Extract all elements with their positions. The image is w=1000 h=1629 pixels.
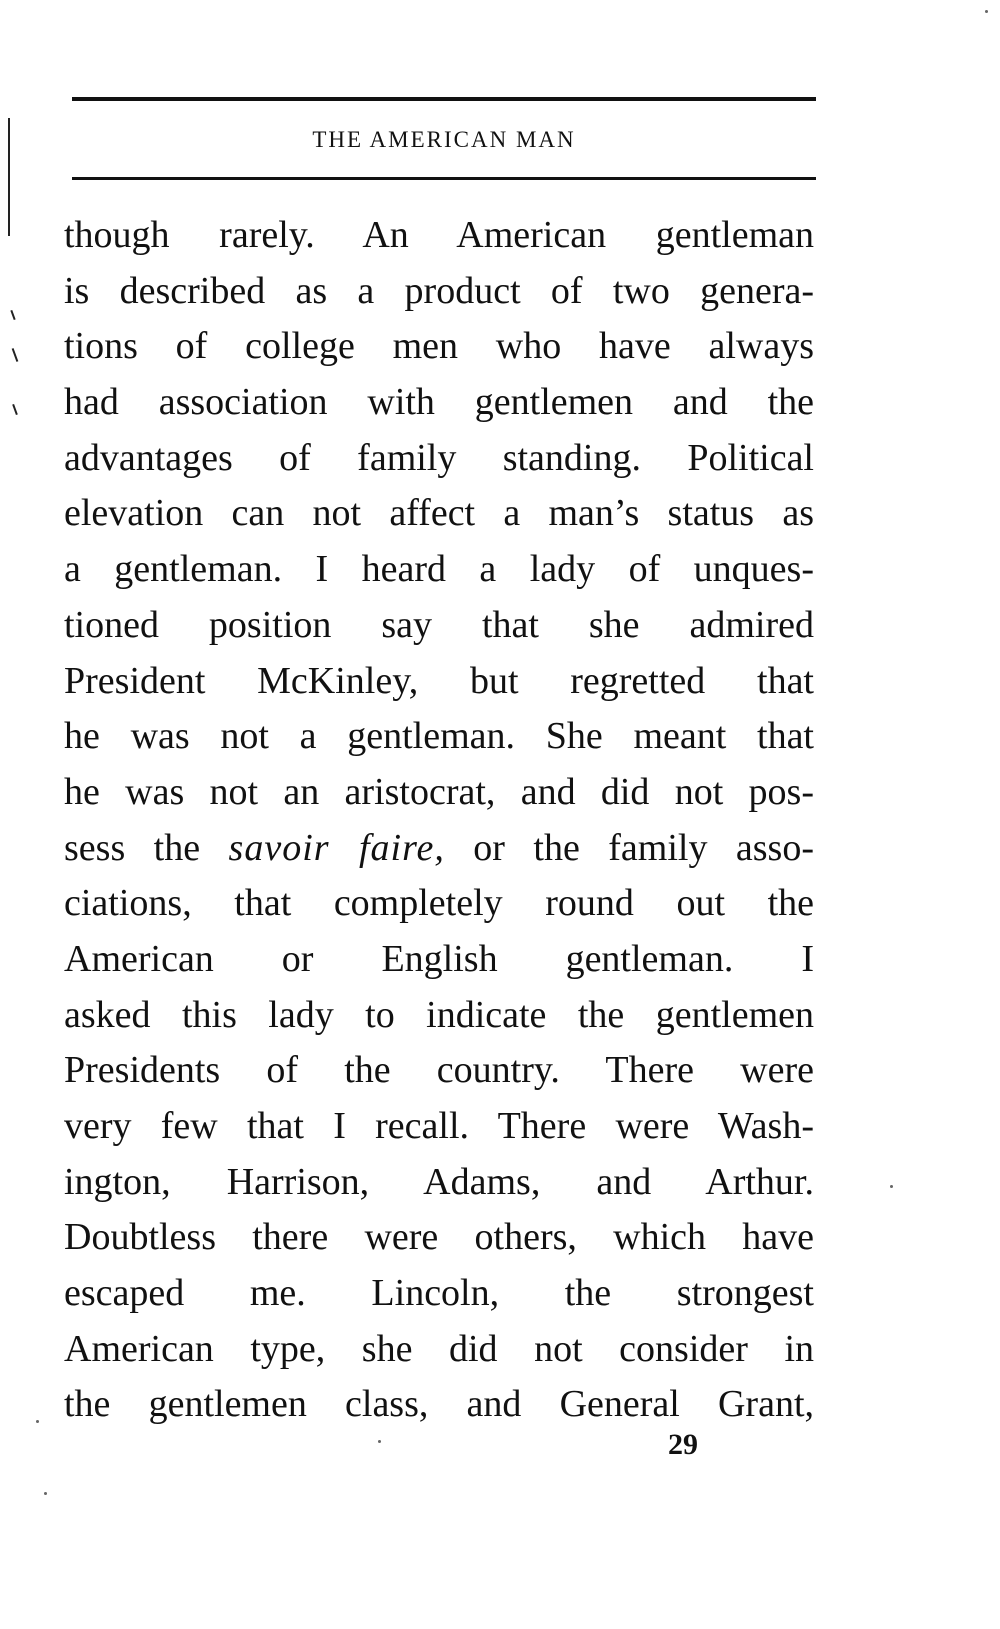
text-line: tioned position say that she admired <box>64 603 814 646</box>
body-text <box>64 208 814 1433</box>
text-line: ciations, that completely round out the <box>64 882 814 925</box>
text-line: Presidents of the country. There were <box>64 1049 814 1092</box>
text-fragment: sess the <box>64 826 229 869</box>
text-line: escaped me. Lincoln, the strongest <box>64 1272 814 1315</box>
text-line: ington, Harrison, Adams, and Arthur. <box>64 1160 814 1203</box>
text-line: President McKinley, but regretted that <box>64 659 814 702</box>
margin-tick-mark <box>10 310 15 320</box>
margin-tick-mark <box>12 348 19 362</box>
text-line: asked this lady to indicate the gentlemen <box>64 993 814 1036</box>
header-bottom-rule <box>72 177 816 180</box>
scan-speck <box>44 1492 47 1495</box>
text-line: American type, she did not consider in <box>64 1327 814 1370</box>
margin-scan-line <box>8 118 10 236</box>
text-line: American or English gentleman. I <box>64 937 814 980</box>
text-line: had association with gentlemen and the <box>64 381 814 424</box>
text-line: a gentleman. I heard a lady of unques- <box>64 548 814 591</box>
header-top-rule <box>72 97 816 101</box>
text-line <box>64 821 814 877</box>
running-head: THE AMERICAN MAN <box>312 127 576 152</box>
text-line: Doubtless there were others, which have <box>64 1216 814 1259</box>
text-line: though rarely. An American gentleman <box>64 214 814 256</box>
page-number: 29 <box>668 1428 698 1461</box>
scan-speck <box>985 10 988 13</box>
margin-tick-mark <box>12 404 18 415</box>
text-line: tions of college men who have always <box>64 325 814 368</box>
scan-speck <box>36 1420 39 1423</box>
text-line: he was not a gentleman. She meant that <box>64 715 814 758</box>
text-line: the gentlemen class, and General Grant, <box>64 1383 814 1426</box>
text-line: is described as a product of two genera- <box>64 269 814 312</box>
italic-phrase: savoir faire, <box>228 826 445 869</box>
text-fragment: or the family asso- <box>444 826 814 869</box>
scan-speck <box>890 1185 893 1188</box>
text-line: elevation can not affect a man’s status as <box>64 492 814 535</box>
scan-speck <box>378 1440 381 1443</box>
text-line: he was not an aristocrat, and did not pos- <box>64 770 814 813</box>
text-line: advantages of family standing. Political <box>64 436 814 479</box>
text-line: very few that I recall. There were Wash- <box>64 1105 814 1147</box>
